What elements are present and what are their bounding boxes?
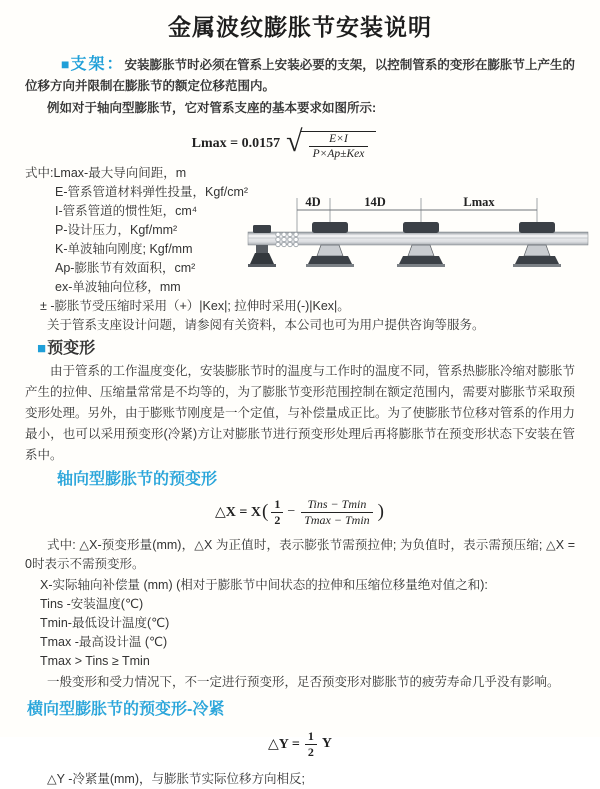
one-half-fraction bbox=[271, 497, 283, 528]
definition-line: ex-单波轴向位移，mm bbox=[55, 280, 181, 294]
support-section-heading: 支架： bbox=[70, 56, 125, 73]
lateral-note: △Y -冷紧量(mm)，与膨胀节实际位移方向相反; bbox=[47, 772, 305, 786]
lmax-fraction bbox=[309, 133, 369, 160]
section-bullet-icon: ■ bbox=[37, 340, 47, 357]
fraction-denominator: 2 bbox=[305, 744, 317, 760]
dimension-labels bbox=[305, 195, 495, 209]
lmax-formula-lhs: Lmax = 0.0157 bbox=[191, 136, 281, 151]
radical-expression bbox=[286, 125, 376, 160]
pipe-support-diagram bbox=[248, 192, 593, 287]
support-example-line: 例如对于轴向型膨胀节，它对管系支座的基本要求如图所示: bbox=[47, 101, 377, 115]
fraction-numerator: 1 bbox=[307, 728, 314, 743]
one-half-fraction bbox=[305, 729, 317, 760]
definition-line: P-设计压力，Kgf/mm² bbox=[55, 223, 178, 237]
anchor-support bbox=[248, 225, 276, 267]
fraction-denominator: Tmax − Tmin bbox=[301, 512, 372, 528]
fraction-numerator: 1 bbox=[274, 496, 281, 511]
predeform-section-heading bbox=[25, 338, 575, 360]
lmax-fraction-numerator: E×I bbox=[329, 133, 348, 145]
right-paren: ) bbox=[377, 501, 384, 522]
definition-line: E-管系管道材料弹性投量，Kgf/cm² bbox=[55, 185, 249, 199]
axial-predeform-formula bbox=[25, 495, 575, 529]
dim-label-lmax: Lmax bbox=[463, 195, 495, 209]
lateral-formula-rhs: Y bbox=[321, 736, 332, 751]
dim-label-14d: 14D bbox=[364, 195, 386, 209]
temperature-definition-line: Tins -安装温度(℃) bbox=[40, 597, 144, 611]
definition-line: K-单波轴向刚度; Kgf/mm bbox=[55, 242, 193, 256]
lmax-formula bbox=[9, 126, 559, 162]
left-paren: ( bbox=[261, 501, 269, 522]
axial-general-note: 一般变形和受力情况下，不一定进行预变形，足否预变形对膨胀节的疲劳寿命几乎没有影响。 bbox=[47, 675, 560, 689]
support-intro-text: 安装膨胀节时必须在管系上安装必要的支架，以控制管系的变形在膨胀节上产生的位移方向并限制在膨胀节的额定位移范围内。 bbox=[25, 58, 575, 93]
temperature-inequality-line: Tmax > Tins ≥ Tmin bbox=[40, 654, 150, 668]
predeform-paragraph: 由于管系的工作温度变化，安装膨胀节时的温度与工作时的温度不同，管系热膨胀冷缩对膨胀节产生的拉伸、压缩量常常是不均等的，为了膨胀节变形范围控制在额定范围内，需要对膨胀节采取预变形处理。另外，由于膨账节刚度是一个定值，与补偿量成正比。为了使膨胀节位移对管系的作用力最小，也可以采用预变形(冷紧)方让对膨胀节进行预变形处理后再将膨胀节在预变形状态下安装在管系中。 bbox=[25, 364, 576, 462]
plus-minus-note: ± -膨胀节受压缩时采用（+）|Kex|; 拉伸时采用(-)|Kex|。 bbox=[40, 299, 350, 313]
pipe bbox=[248, 232, 588, 245]
predeform-heading-text: 预变形 bbox=[47, 340, 96, 357]
definition-line: Ap-膨胀节有效面积，cm² bbox=[55, 261, 196, 275]
temperature-definition-line: Tmin-最低设计温度(℃) bbox=[40, 616, 170, 630]
lateral-predeform-formula bbox=[25, 728, 575, 760]
axial-subsection-title: 轴向型膨胀节的预变形 bbox=[57, 471, 218, 488]
page-title: 金属波纹膨胀节安装说明 bbox=[168, 14, 432, 40]
temperature-fraction bbox=[301, 497, 372, 528]
lateral-formula-lhs: △Y = bbox=[268, 736, 300, 752]
support-intro-paragraph bbox=[25, 54, 575, 97]
lmax-fraction-denominator: P×Ap±Kex bbox=[309, 146, 369, 160]
minus-sign: − bbox=[287, 504, 296, 519]
definition-line: I-管系管道的惯性矩，cm⁴ bbox=[55, 204, 198, 218]
dim-label-4d: 4D bbox=[305, 195, 321, 209]
axial-formula-lhs: △X = X bbox=[215, 504, 261, 520]
radical-sign: √ bbox=[286, 125, 303, 158]
consulting-note: 关于管系支座设计问题，请参阅有关资料，本公司也可为用户提供咨询等服务。 bbox=[47, 318, 485, 332]
section-bullet-icon: ■ bbox=[61, 56, 70, 72]
lateral-subsection-title: 横向型膨胀节的预变形-冷紧 bbox=[27, 701, 225, 718]
definition-line: 式中:Lmax-最大导向间距，m bbox=[25, 166, 187, 180]
axial-formula-explanation: 式中: △X-预变形量(mm)，△X 为正值时，表示膨张节需预拉伸; 为负值时，表示需预压缩; △X = 0时表示不需预变形。 bbox=[25, 538, 575, 571]
temperature-definition-line: Tmax -最高设计温 (℃) bbox=[40, 635, 168, 649]
x-definition-line: X-实际轴向补偿量 (mm) (相对于膨胀节中间状态的拉伸和压缩位移量绝对值之和): bbox=[40, 578, 488, 592]
radical-content bbox=[301, 131, 377, 160]
fraction-denominator: 2 bbox=[271, 512, 283, 528]
fraction-numerator: Tins − Tmin bbox=[307, 496, 367, 511]
